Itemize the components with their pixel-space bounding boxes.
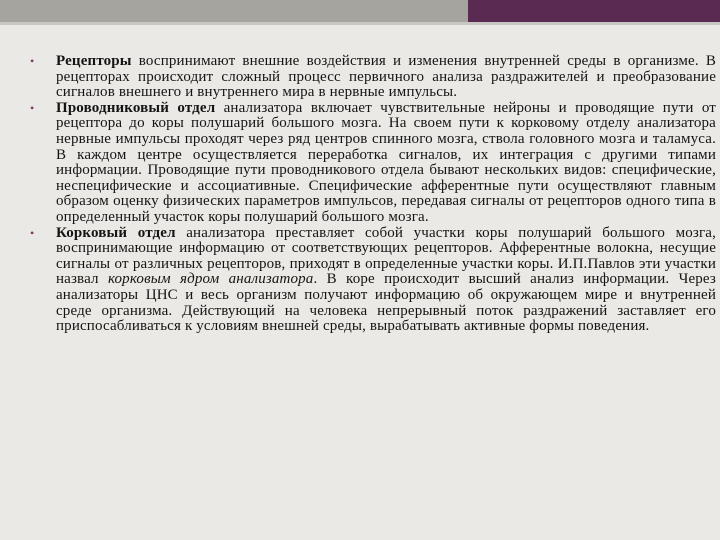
term-receptors: Рецепторы <box>56 53 132 69</box>
term-cortical: Корковый отдел <box>56 224 176 241</box>
bullet-item-cortical <box>30 226 716 335</box>
text-conducting: анализатора включает чувствительные нейроны и проводящие пути от рецептора до коры полушарий большого мозга. На своем пути к корковому отделу анализатора нервные импульсы проходят через ряд центров спинного мозга, ствола головного мозга и таламуса. В каждом центре осуществляется переработка сигналов, их интеграция с другими типами информации. Проводящие пути проводникового отдела бывают нескольких видов: специфические, неспецифические и ассоциативные. Специфические афферентные пути осуществляют главным образом оценку физических параметров импульсов, передавая сигналы от рецепторов одного типа в определенный участок коры полушарий большого мозга. <box>56 99 716 225</box>
term-conducting: Проводниковый отдел <box>56 99 216 116</box>
bullet-icon: • <box>30 225 35 240</box>
text-cortical: анализатора преставляет собой участки коры полушарий большого мозга, воспринимающие информацию от соответствующих рецепторов. Афферентные волокна, несущие сигналы от различных рецепторов, приходят в определенные участки коры. И.П.Павлов эти участки назвал <box>56 224 717 288</box>
slide-body <box>30 54 716 335</box>
top-divider <box>0 22 720 25</box>
emphasis-cortical-nucleus: корковым ядром анализатора <box>107 271 314 288</box>
bullet-icon: • <box>30 100 35 115</box>
text-receptors: воспринимают внешние воздействия и изменения внутренней среды в организме. В рецепторах происходит сложный процесс первичного анализа раздражителей и преобразование сигналов внешнего и внутреннего мира в нервные импульсы. <box>56 53 716 101</box>
text-cortical-after: . В коре происходит высший анализ информации. Через анализаторы ЦНС и весь организм получают информацию об окружающем мире и внутренней среде организма. Действующий на человека непрерывный поток раздражений заставляет его приспосабливаться к условиям внешней среды, вырабатывать активные формы поведения. <box>56 271 716 335</box>
bullet-item-receptors <box>30 54 716 101</box>
bullet-item-conducting <box>30 101 716 226</box>
top-bar-accent <box>468 0 720 22</box>
bullet-icon: • <box>30 54 35 68</box>
